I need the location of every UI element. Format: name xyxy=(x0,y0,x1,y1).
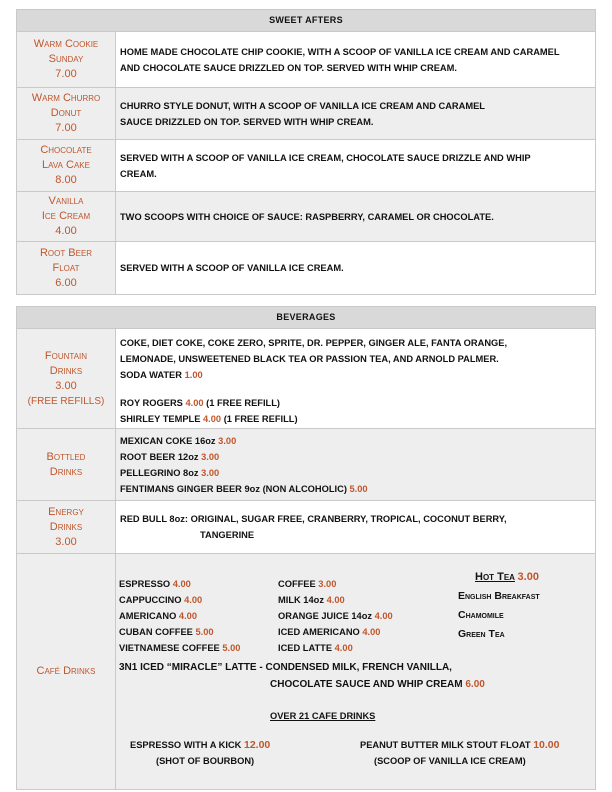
item-name: Vanilla Ice Cream 4.00 xyxy=(17,192,116,241)
sweet-afters-header: SWEET AFTERS xyxy=(17,10,595,32)
bottled-drinks-row xyxy=(17,429,595,501)
menu-item-row xyxy=(17,32,595,88)
espresso-kick: ESPRESSO WITH A KICK 12.00 (SHOT OF BOURBON) xyxy=(130,739,271,766)
over-21-heading: OVER 21 CAFE DRINKS xyxy=(270,711,376,721)
peanut-butter-float: PEANUT BUTTER MILK STOUT FLOAT 10.00 (SCOOP OF VANILLA ICE CREAM) xyxy=(360,739,560,766)
item-description: SERVED WITH A SCOOP OF VANILLA ICE CREAM, CHOCOLATE SAUCE DRIZZLE AND WHIP CREAM. xyxy=(116,140,595,191)
beverages-table xyxy=(16,306,596,790)
item-description: SERVED WITH A SCOOP OF VANILLA ICE CREAM. xyxy=(116,242,595,294)
fountain-drinks-row xyxy=(17,329,595,429)
item-name: Café Drinks xyxy=(17,554,116,789)
cafe-drinks-detail xyxy=(116,554,595,789)
item-name: Fountain Drinks 3.00 (FREE REFILLS) xyxy=(17,329,116,428)
menu-item-row xyxy=(17,242,595,294)
energy-drinks-row xyxy=(17,501,595,554)
menu-item-row xyxy=(17,192,595,242)
sweet-afters-table xyxy=(16,9,596,295)
hot-tea-list: Hot Tea 3.00 English Breakfast Chamomile Green Tea xyxy=(458,571,540,640)
miracle-latte-line: 3N1 ICED “MIRACLE” LATTE - CONDENSED MILK, FRENCH VANILLA, xyxy=(119,662,452,673)
item-name: Root Beer Float 6.00 xyxy=(17,242,116,294)
item-description: RED BULL 8oz: ORIGINAL, SUGAR FREE, CRANBERRY, TROPICAL, COCONUT BERRY, TANGERINE xyxy=(116,501,595,553)
item-name: Energy Drinks 3.00 xyxy=(17,501,116,553)
cafe-col-2: COFFEE 3.00 MILK 14oz 4.00 ORANGE JUICE 14oz 4.00 ICED AMERICANO 4.00 ICED LATTE 4.00 xyxy=(278,579,393,653)
menu-item-row xyxy=(17,88,595,140)
menu-item-row xyxy=(17,140,595,192)
miracle-latte-line-2: CHOCOLATE SAUCE AND WHIP CREAM 6.00 xyxy=(270,679,485,690)
cafe-col-1: ESPRESSO 4.00 CAPPUCCINO 4.00 AMERICANO 4.00 CUBAN COFFEE 5.00 VIETNAMESE COFFEE 5.00 xyxy=(119,579,241,653)
item-description: TWO SCOOPS WITH CHOICE OF SAUCE: RASPBERRY, CARAMEL OR CHOCOLATE. xyxy=(120,211,494,222)
item-name: Chocolate Lava Cake 8.00 xyxy=(17,140,116,191)
item-description: COKE, DIET COKE, COKE ZERO, SPRITE, DR. PEPPER, GINGER ALE, FANTA ORANGE, LEMONADE, UNSWEETENED BLACK TEA OR PASSION TEA, AND ARNOLD PALMER. SODA WATER 1.00 ROY ROGERS 4.00 (1 FREE REFILL) SHIRLEY TEMPLE 4.00 (1 FREE REFILL) xyxy=(116,329,595,428)
item-description: CHURRO STYLE DONUT, WITH A SCOOP OF VANILLA ICE CREAM AND CARAMEL SAUCE DRIZZLED ON TOP. SERVED WITH WHIP CREAM. xyxy=(120,100,485,127)
item-description: HOME MADE CHOCOLATE CHIP COOKIE, WITH A SCOOP OF VANILLA ICE CREAM AND CARAMEL AND CHOCOLATE SAUCE DRIZZLED ON TOP. SERVED WITH WHIP CREAM. xyxy=(116,32,595,87)
cafe-drinks-row xyxy=(17,554,595,789)
item-name: Warm Churro Donut 7.00 xyxy=(17,88,116,139)
item-name: Warm Cookie Sunday 7.00 xyxy=(17,32,116,87)
item-description: MEXICAN COKE 16oz 3.00 ROOT BEER 12oz 3.00 PELLEGRINO 8oz 3.00 FENTIMANS GINGER BEER 9oz (NON ALCOHOLIC) 5.00 xyxy=(120,435,368,494)
item-name: Bottled Drinks xyxy=(17,429,116,500)
beverages-header: BEVERAGES xyxy=(17,307,595,329)
